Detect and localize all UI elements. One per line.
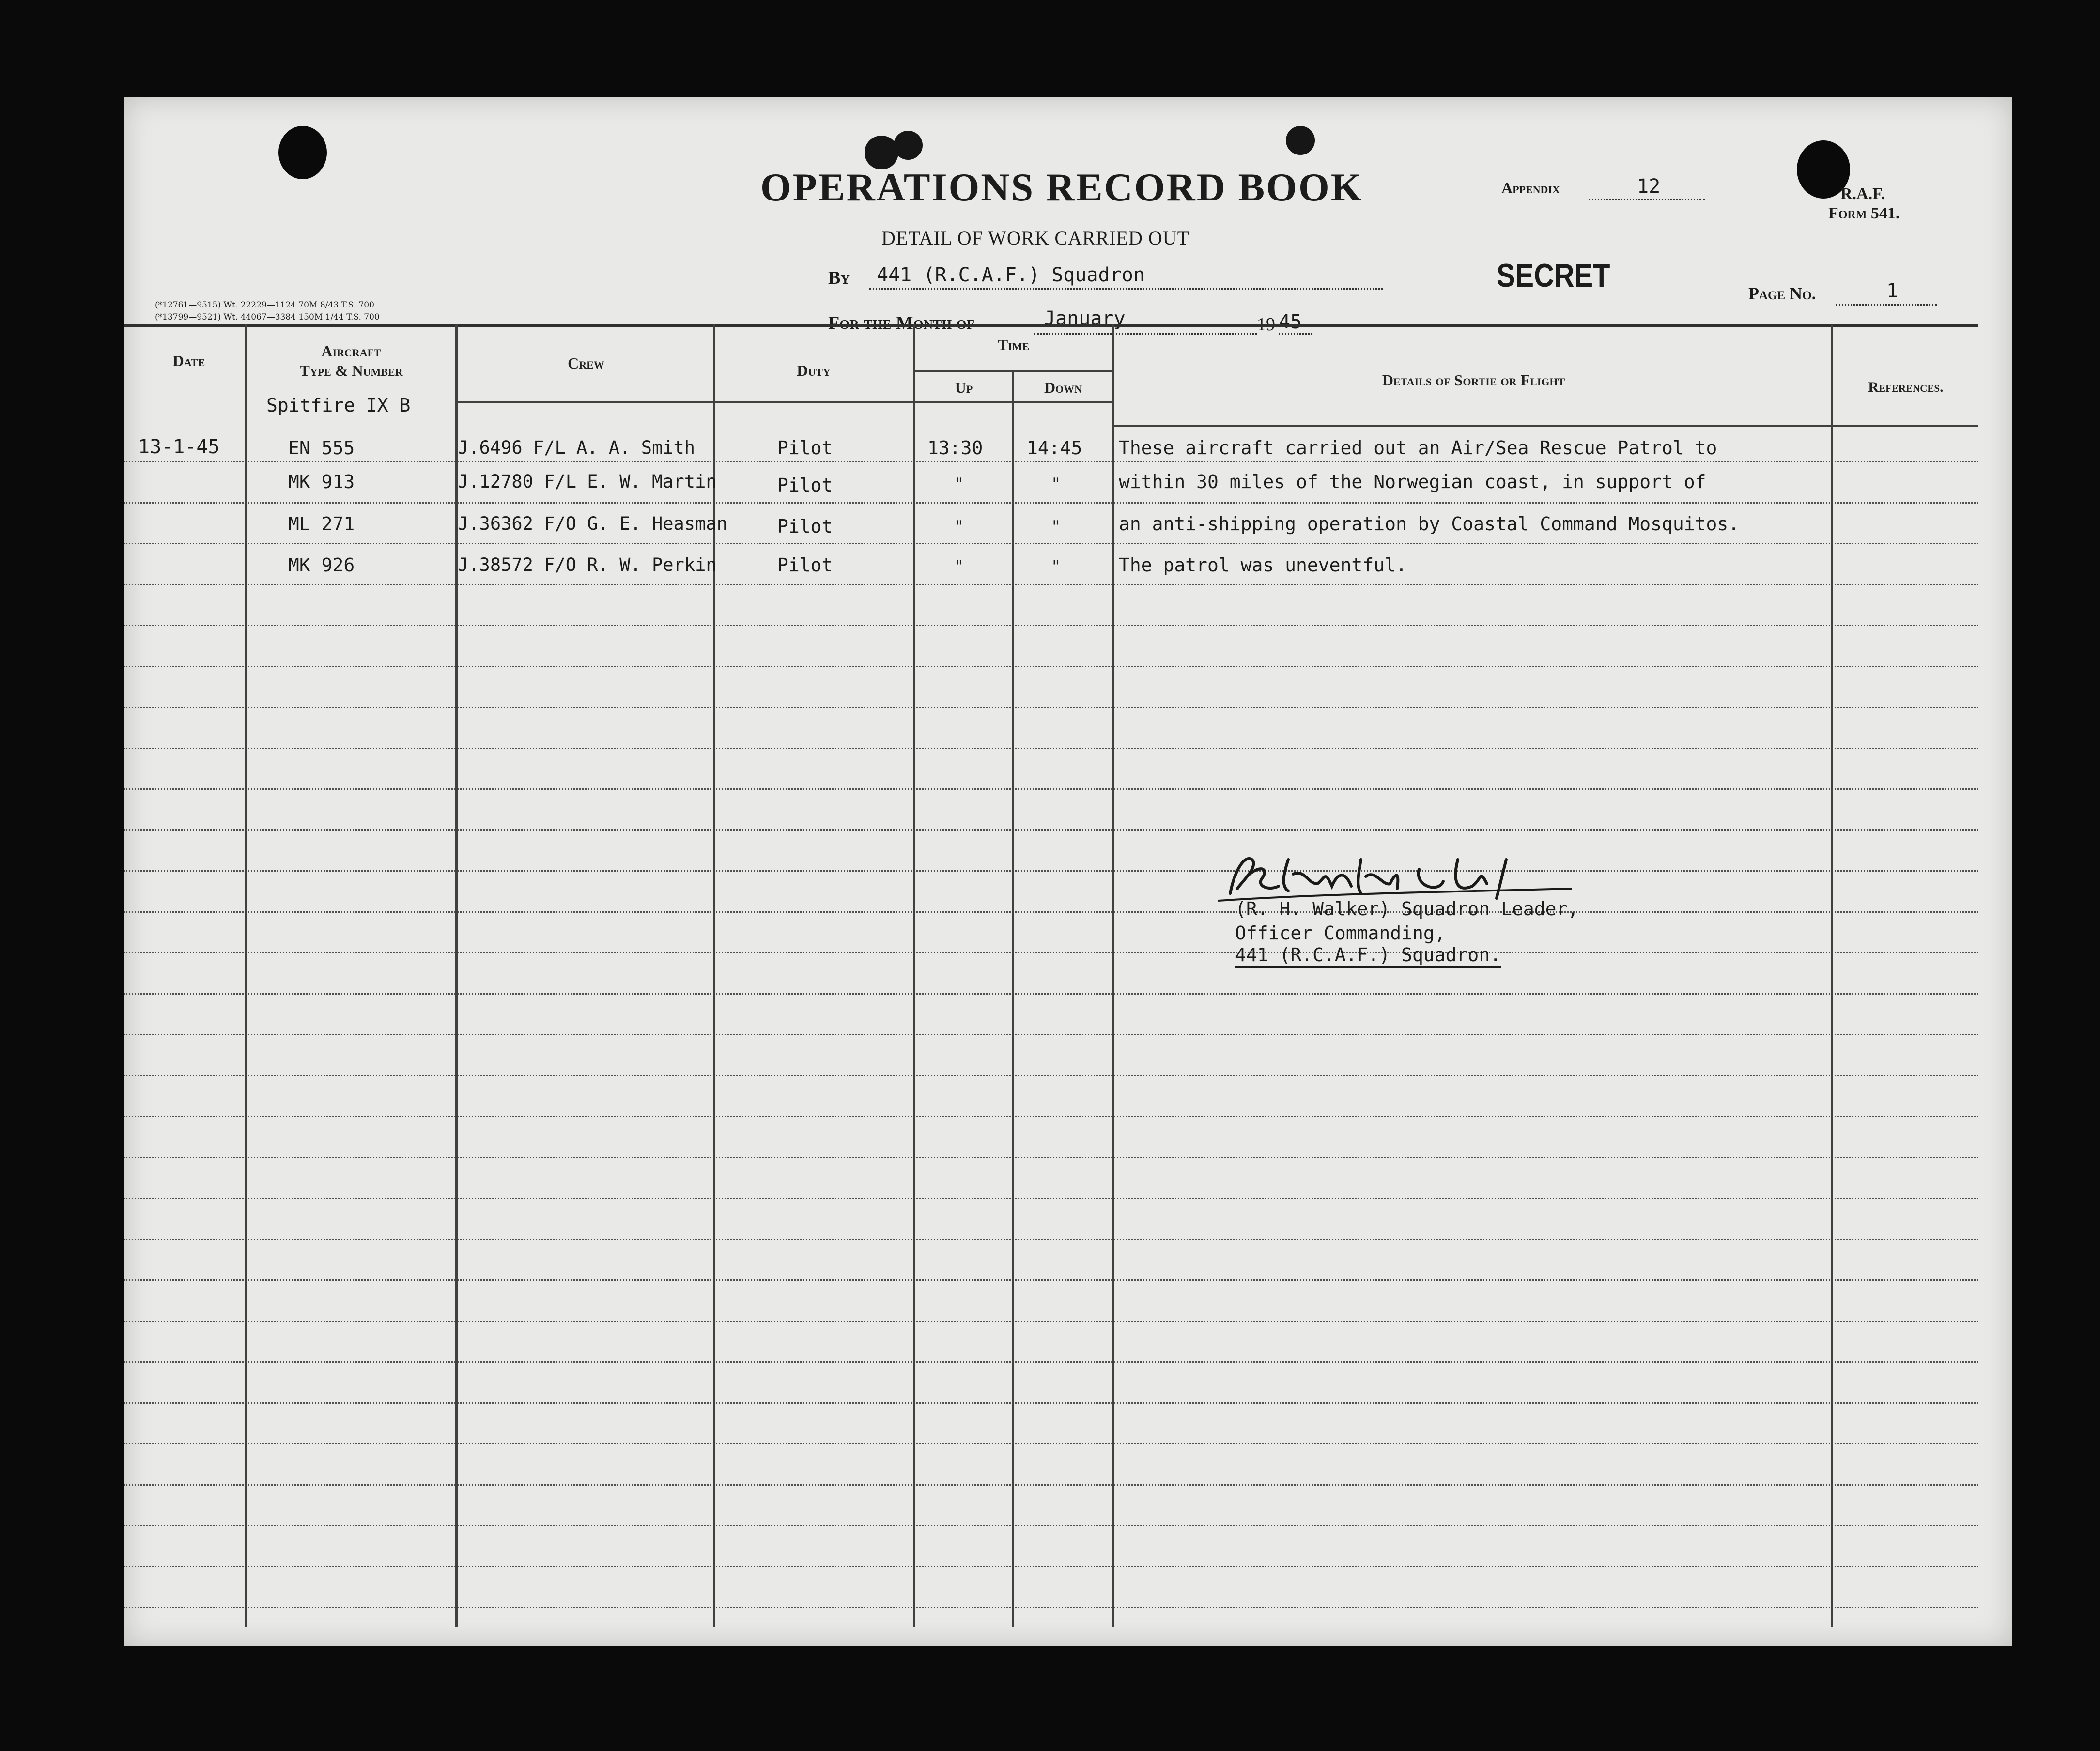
- time-down: ": [1051, 557, 1061, 576]
- table-top-border: [124, 324, 1978, 327]
- page-line: [1836, 304, 1937, 306]
- time-down: 14:45: [1027, 437, 1082, 459]
- classification-stamp: SECRET: [1497, 257, 1610, 294]
- ruled-line: [124, 666, 1978, 667]
- duty: Pilot: [777, 554, 833, 576]
- print-code-1: (*12761—9515) Wt. 22229—1124 70M 8/43 T.S. 700: [155, 300, 374, 310]
- time-down: ": [1051, 475, 1061, 494]
- ruled-line: [124, 911, 1978, 913]
- signature-role: Officer Commanding,: [1235, 922, 1446, 944]
- ink-blot: [1286, 126, 1315, 155]
- sortie-details: within 30 miles of the Norwegian coast, in support of: [1119, 471, 1706, 492]
- ruled-line: [124, 1279, 1978, 1281]
- header-bottom-right: [1114, 425, 1978, 427]
- ruled-line: [124, 870, 1978, 872]
- duty: Pilot: [777, 437, 833, 459]
- punch-hole-left: [278, 126, 327, 179]
- aircraft-type: Spitfire IX B: [266, 395, 411, 416]
- ruled-line: [124, 993, 1978, 995]
- column-divider-duty: [913, 324, 915, 1627]
- crew-member: J.36362 F/O G. E. Heasman: [458, 513, 727, 534]
- by-label: By: [828, 268, 850, 288]
- sortie-details: These aircraft carried out an Air/Sea Rescue Patrol to: [1119, 437, 1717, 459]
- month-line: [1034, 333, 1257, 335]
- aircraft-number: MK 926: [288, 554, 355, 576]
- ruled-line: [124, 1566, 1978, 1567]
- ruled-line: [124, 1402, 1978, 1404]
- column-header-down: Down: [1044, 379, 1082, 396]
- ruled-line: [124, 1525, 1978, 1526]
- ruled-line: [124, 1157, 1978, 1158]
- ruled-line: [124, 1116, 1978, 1117]
- aircraft-number: MK 913: [288, 471, 355, 492]
- aircraft-number: EN 555: [288, 437, 355, 459]
- ruled-line: [124, 952, 1978, 953]
- ruled-line: [124, 502, 1978, 504]
- year-prefix: 19: [1257, 314, 1275, 335]
- signature-scribble-icon: [1216, 840, 1574, 908]
- ruled-line: [124, 461, 1978, 462]
- sortie-details: an anti-shipping operation by Coastal Command Mosquitos.: [1119, 513, 1740, 535]
- header-bottom-time: [458, 401, 1114, 403]
- form-subtitle: DETAIL OF WORK CARRIED OUT: [881, 227, 1190, 249]
- handwritten-signature: [1216, 840, 1574, 908]
- ruled-line: [124, 1443, 1978, 1444]
- form-title: OPERATIONS RECORD BOOK: [760, 165, 1363, 209]
- ruled-line: [124, 625, 1978, 626]
- by-line: [869, 288, 1383, 290]
- appendix-line: [1589, 199, 1705, 200]
- signature-unit: 441 (R.C.A.F.) Squadron.: [1235, 944, 1501, 968]
- year-value: 45: [1279, 311, 1302, 333]
- year-line: [1279, 333, 1312, 335]
- column-header-duty: Duty: [797, 362, 831, 379]
- print-code-2: (*13799—9521) Wt. 44067—3384 150M 1/44 T.S. 700: [155, 312, 380, 322]
- appendix-label: Appendix: [1501, 179, 1560, 197]
- column-header-aircraft-line2: Type & Number: [299, 362, 403, 379]
- duty: Pilot: [777, 516, 833, 537]
- column-divider-date: [245, 324, 247, 1627]
- appendix-value: 12: [1637, 175, 1661, 198]
- ruled-line: [124, 1198, 1978, 1199]
- ruled-line: [124, 1361, 1978, 1363]
- ruled-line: [124, 748, 1978, 749]
- time-up: ": [954, 475, 964, 494]
- time-up: ": [954, 517, 964, 537]
- column-divider-down: [1112, 324, 1114, 1627]
- time-up: 13:30: [927, 437, 983, 459]
- crew-member: J.6496 F/L A. A. Smith: [458, 437, 695, 458]
- ruled-line: [124, 1321, 1978, 1322]
- sortie-details: The patrol was uneventful.: [1119, 554, 1407, 576]
- ruled-line: [124, 543, 1978, 544]
- signature-name: (R. H. Walker) Squadron Leader,: [1235, 898, 1579, 920]
- column-header-crew: Crew: [568, 354, 604, 372]
- month-value: January: [1044, 307, 1126, 330]
- ruled-line: [124, 584, 1978, 585]
- page-label: Page No.: [1748, 284, 1816, 303]
- form-code-raf: R.A.F.: [1840, 185, 1885, 203]
- ruled-line: [124, 1075, 1978, 1076]
- column-header-time: Time: [997, 336, 1030, 353]
- record-sheet: [124, 97, 2012, 1646]
- month-label: For the Month of: [828, 313, 975, 333]
- ruled-line: [124, 1484, 1978, 1486]
- duty: Pilot: [777, 475, 833, 496]
- column-divider-details: [1831, 324, 1833, 1627]
- column-header-up: Up: [955, 379, 973, 396]
- by-value: 441 (R.C.A.F.) Squadron: [877, 264, 1145, 286]
- column-header-details: Details of Sortie or Flight: [1382, 371, 1565, 389]
- page-value: 1: [1886, 280, 1899, 302]
- time-down: ": [1051, 517, 1061, 537]
- aircraft-number: ML 271: [288, 513, 355, 535]
- crew-member: J.12780 F/L E. W. Martin: [458, 471, 717, 492]
- column-header-references: References.: [1868, 379, 1944, 395]
- ruled-line: [124, 707, 1978, 708]
- ink-blot: [894, 131, 923, 160]
- ruled-line: [124, 788, 1978, 790]
- time-up: ": [954, 557, 964, 576]
- column-header-aircraft: [247, 341, 455, 380]
- column-header-aircraft-line1: Aircraft: [321, 342, 381, 360]
- ruled-line: [124, 1607, 1978, 1608]
- form-code-number: Form 541.: [1828, 204, 1900, 222]
- ruled-line: [124, 1239, 1978, 1240]
- column-divider-up: [1012, 370, 1014, 1627]
- column-header-date: Date: [172, 352, 205, 369]
- ruled-line: [124, 1034, 1978, 1035]
- ruled-line: [124, 829, 1978, 831]
- crew-member: J.38572 F/O R. W. Perkin: [458, 554, 717, 575]
- entry-date: 13-1-45: [138, 436, 220, 458]
